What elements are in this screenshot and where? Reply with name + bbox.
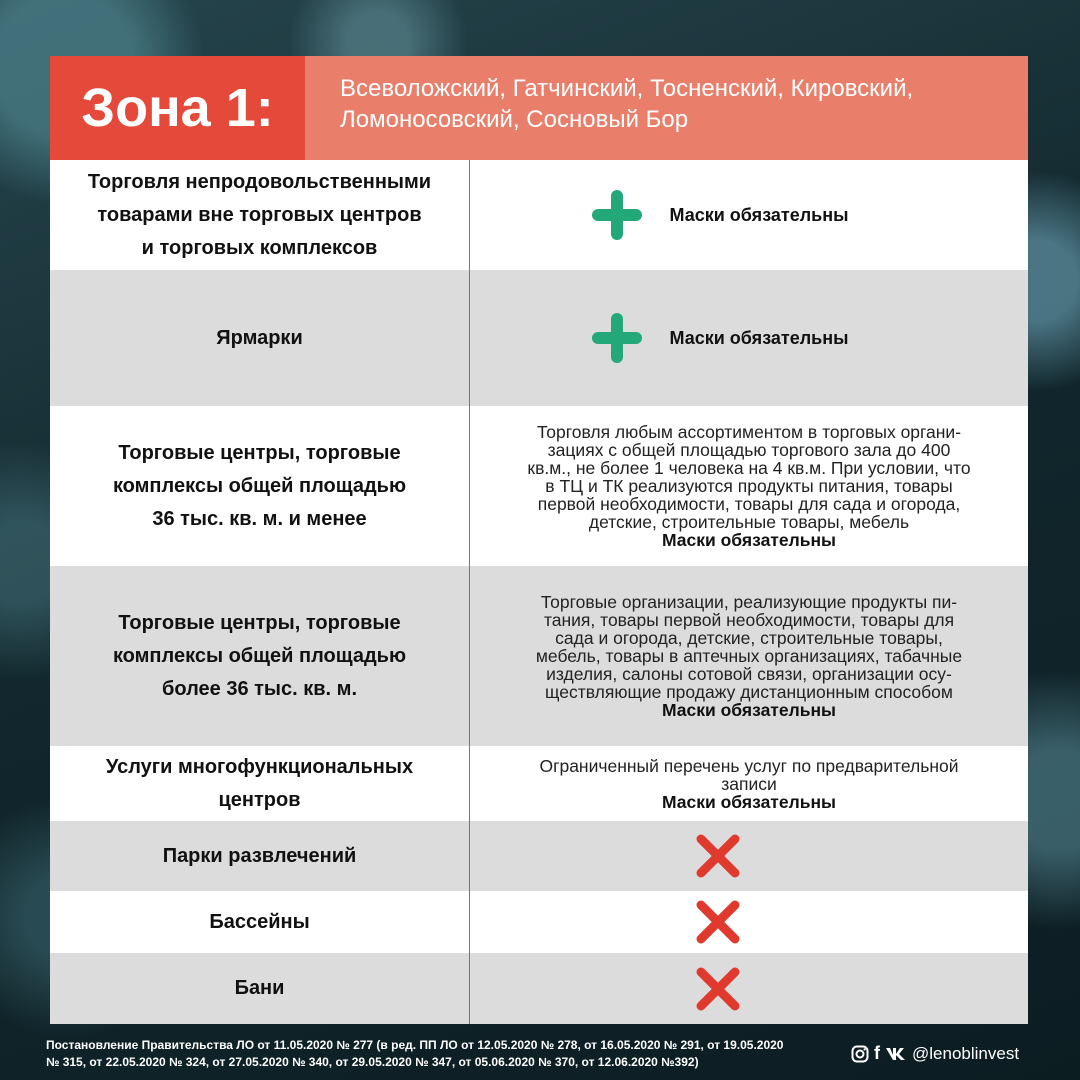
mask-required-label: Маски обязательны: [661, 791, 836, 812]
activity-name: [50, 891, 470, 953]
districts-line: Всеволожский, Гатчинский, Тосненский, Кировский,: [340, 75, 914, 102]
footnote-line: № 315, от 22.05.2020 № 324, от 27.05.2020 № 340, от 29.05.2020 № 347, от 05.06.2020 № 370, от 12.06.2020 №392): [46, 1055, 699, 1069]
condition-line: детские, строительные товары, мебель: [588, 512, 910, 532]
card-header: [50, 56, 1028, 160]
facebook-icon[interactable]: f: [874, 1043, 880, 1063]
activity-line: товарами вне торговых центров: [97, 203, 422, 226]
condition-line: Торговля любым ассортиментом в торговых органи-: [536, 422, 962, 442]
table-row: [50, 953, 1028, 1024]
conditions-cell: [470, 566, 1028, 746]
condition-line: сада и огорода, детские, строительные товары,: [555, 628, 943, 648]
conditions-cell: [470, 746, 1028, 821]
mask-required-label: Маски обязательны: [661, 530, 836, 550]
social-handle[interactable]: @lenoblinvest: [912, 1043, 1020, 1063]
activity-line: Торговые центры, торговые: [118, 611, 401, 634]
regulation-card: [50, 56, 1028, 1024]
table-row: [50, 270, 1028, 406]
activity-line: комплексы общей площадью: [112, 474, 407, 497]
cross-icon: [695, 966, 741, 1012]
activity-name: [50, 160, 470, 270]
status-cell: [470, 891, 1028, 953]
table-row: [50, 160, 1028, 270]
activity-line: комплексы общей площадью: [112, 644, 407, 667]
activity-name: [50, 270, 470, 406]
activity-name: [50, 821, 470, 891]
status-cell: [470, 953, 1028, 1024]
activity-line: Торговые центры, торговые: [118, 441, 401, 464]
social-links: [851, 1043, 1019, 1064]
mask-required-label: Маски обязательны: [669, 205, 849, 225]
activity-line: 36 тыс. кв. м. и менее: [152, 507, 367, 530]
conditions-cell: [470, 406, 1028, 566]
table-row: [50, 566, 1028, 746]
status-cell: [470, 821, 1028, 891]
condition-line: зациях с общей площадью торгового зала до 400: [547, 440, 951, 460]
activity-line: более 36 тыс. кв. м.: [162, 677, 357, 700]
table-row: [50, 821, 1028, 891]
activity-name: [50, 746, 470, 821]
activity-line: и торговых комплексов: [141, 236, 378, 259]
activity-name: [50, 566, 470, 746]
mask-required-label: Маски обязательны: [661, 700, 836, 720]
districts-list: [305, 56, 1028, 160]
activity-name: [50, 953, 470, 1024]
instagram-icon[interactable]: [851, 1045, 869, 1063]
cross-icon: [695, 833, 741, 879]
status-cell: [470, 270, 1028, 406]
vk-icon[interactable]: [885, 1047, 907, 1061]
table-row: [50, 406, 1028, 566]
activity-line: Парки развлечений: [162, 844, 357, 867]
plus-icon: [590, 311, 644, 365]
footnote: [46, 1037, 846, 1071]
status-cell: [470, 160, 1028, 270]
zone-label: Зона 1:: [50, 56, 305, 160]
activity-name: [50, 406, 470, 566]
condition-line: первой необходимости, товары для сада и огорода,: [537, 494, 961, 514]
activity-line: Торговля непродовольственными: [87, 170, 432, 193]
condition-line: в ТЦ и ТК реализуются продукты питания, товары: [545, 476, 953, 496]
activity-line: Ярмарки: [216, 326, 303, 349]
activity-line: Бассейны: [209, 910, 310, 933]
activity-line: центров: [218, 788, 301, 811]
plus-icon: [590, 188, 644, 242]
cross-icon: [695, 899, 741, 945]
condition-line: изделия, салоны сотовой связи, организации осу-: [546, 664, 952, 684]
condition-line: записи: [721, 773, 777, 794]
table-row: [50, 891, 1028, 953]
condition-line: Ограниченный перечень услуг по предварительной: [539, 755, 959, 776]
footnote-line: Постановление Правительства ЛО от 11.05.2020 № 277 (в ред. ПП ЛО от 12.05.2020 № 278, от 16.05.2020 № 291, от 19.05.2020: [46, 1038, 784, 1052]
condition-line: кв.м., не более 1 человека на 4 кв.м. При условии, что: [527, 458, 971, 478]
mask-required-label: Маски обязательны: [669, 328, 849, 348]
districts-line: Ломоносовский, Сосновый Бор: [340, 106, 689, 133]
activity-line: Бани: [234, 977, 285, 999]
condition-line: Торговые организации, реализующие продукты пи-: [540, 592, 958, 612]
activity-line: Услуги многофункциональных: [105, 755, 414, 778]
condition-line: тания, товары первой необходимости, товары для: [543, 610, 955, 630]
table-row: [50, 746, 1028, 821]
condition-line: ществляющие продажу дистанционным способом: [545, 682, 953, 702]
condition-line: мебель, товары в аптечных организациях, табачные: [535, 646, 963, 666]
